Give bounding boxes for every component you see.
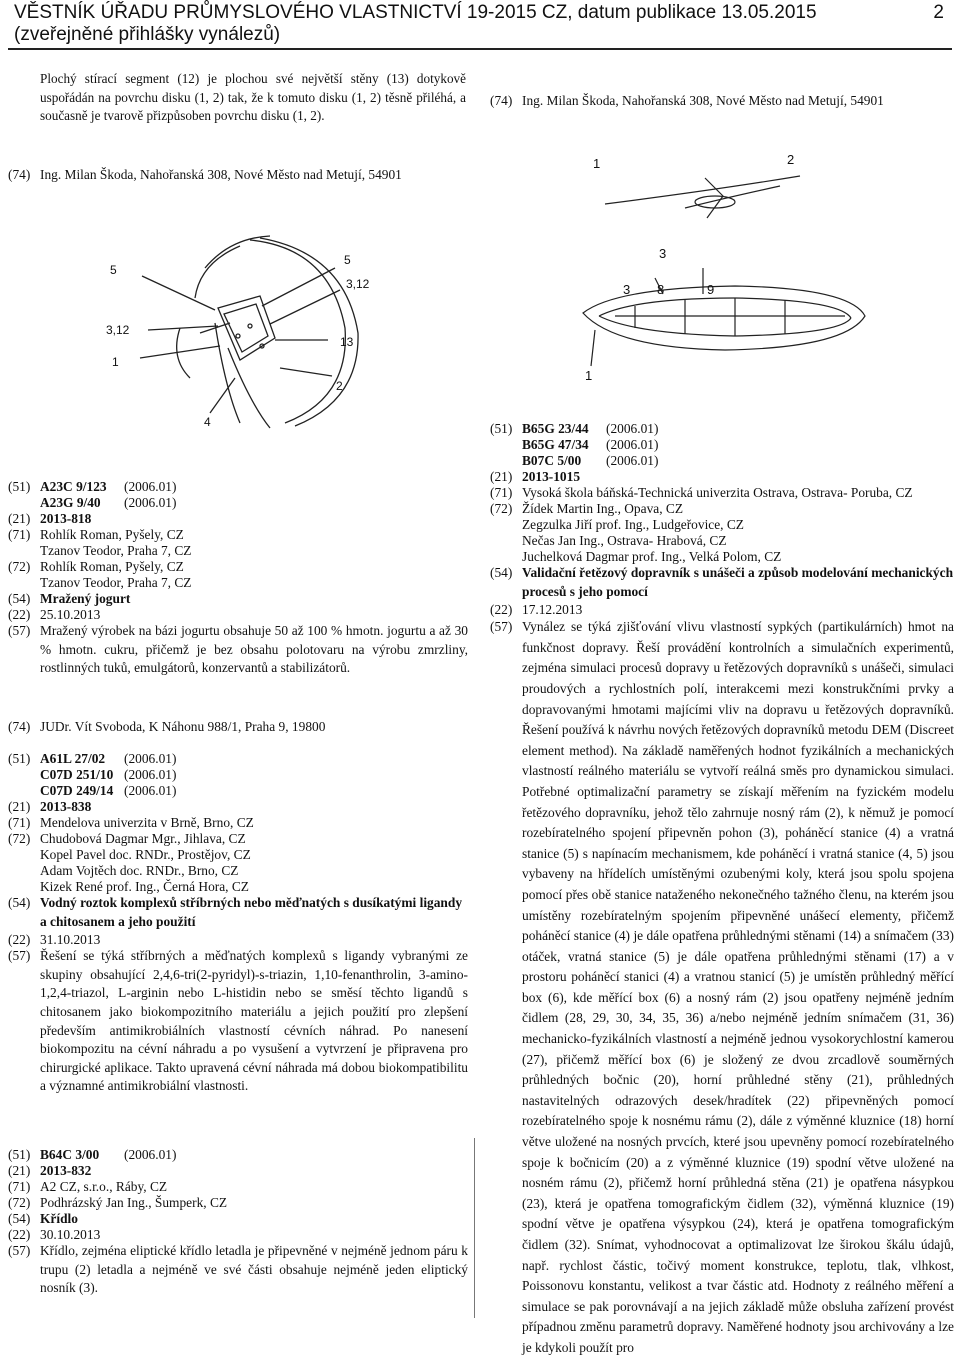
prev-agent-right: (74) Ing. Milan Škoda, Nahořanská 308, Nové Město nad Metují, 54901 <box>490 93 884 108</box>
entry-silver-copper-complexes: (51) A61L 27/02 (2006.01) C07D 251/10 (2006.01) C07D 249/14 (2006.01) (21) 2013-838 (71) Mendelova univerzita v Brně, Brno, CZ (72) Chudobová Dagmar Mgr., Jihlava, CZ Kopel Pavel doc. RNDr., Prostějov, CZ Adam Vojtěch doc. RNDr., Brno, CZ Kizek René prof. Ing., Černá Hora, CZ (54) Vodný roztok komplexů stříbrných nebo měďnatých s dusíkatými ligandy a chitosanem a jeho použití (22) 31.10.2013 (57) Řešení se týká stříbrných a měďnatých komplexů s ligandy vybranými ze skupiny obsahující 2,4,6-tri(2-pyridyl)-s-triazin, 1,10-fenanthrolin, 3-amino-1,2,4-triazol, L-arginin nebo L-histidin nebo se směsí těchto ligandů s chitosanem jako biokompozitního materiálu a jejich použití pro zlepšení především antimikrobiálních vlastností cévních náhrad. Po nanesení biokompozitu na cévní náhradu a po vysušení a vytvrzení je připravena pro chirurgické aplikace. Takto upravená cévní náhrada má dobou biokompatibilitu a významné antimikrobiální vlastnosti. <box>8 751 468 1094</box>
entry-chain-conveyor: (51) B65G 23/44 (2006.01) B65G 47/34 (2006.01) B07C 5/00 (2006.01) (21) 2013-1015 (71) Vysoká škola báňská-Technická univerzita Ostrava, Ostrava- Poruba, CZ (72) Žídek Martin Ing., Opava, CZ Zegzulka Jiří prof. Ing., Ludgeřovice, CZ Nečas Jan Ing., Ostrava- Hrabová, CZ Juchelková Dagmar prof. Ing., Velká Polom, CZ (54) Validační řetězový dopravník s unášeči a způsob modelování mechanických procesů s jeho pomocí (22) 17.12.2013 (57) Vynález se týká zjišťování vlivu vlastností sypkých (partikulárních) hmot na funkčnost dopravy. Řeší provádění kontrolních a simulačních experimentů, zejména simulaci procesů dopravy u řetězových dopravníků s unášeči, simulaci proudových a rychlostních polí, interakcemi mezi konstrukčními prvky a dopravovanými hmotami majícími vliv na dopravu u řetězových dopravníků. Řešení používá k návrhu nových řetězových dopravníků metodu DEM (Discreet element method). Na základě naměřených hodnot fyzikálních a mechanických vlastností reálného materiálu se vytvoří reálná směs pro dynamickou simulaci. Potřebné optimalizační parametry se získají měřením na fyzickém modelu řetězového dopravníku, jehož tělo zahrnuje nosný rám (2), k němuž je pomocí rozebíratelného spojení připevněn pohon (3), poháněcí stanice (4) a vratná stanice (5) s napínacím mechanismem, kde poháněcí i vratná stanice (4, 5) jsou vybaveny na hřídelích umístěnými ozubenými koly, která jsou spolu spojena pomocí přes obě stanice nataženého nekonečného tažného členu, na kterém jsou umístěny rozebíratelným spojením připevněné unášecí elementy, přičemž poháněcí stanice (4) je dále opatřena průhlednými stěnami (14) a snímačem (33) otáček, vratná stanice (5) je dále opatřena průhlednými stěnami (17) a v prostoru poháněcí stanici (4) a vratnou stanicí (5) je umístěn průhledný měřící box (6), kde měřící box (6) a nosný rám (2) jsou opatřeny nejméně jedním čidlem (28, 29, 30, 34, 35, 36) a/nebo nejméně jedním snímačem (31, 36) mechanicko-fyzikálních vlastností a nejméně jednou vysokorychlostní kamerou (27), přičemž měřící box (6) je složený ze dvou zrcadlově souměrných průhledných bočnic (20), horní průhledné stěny (21), průhledných nastavitelných odrazových desek/hradítek (22) připevněných pomocí rozebíratelného spoje k nosnému rámu (2), dále z výměnné kluznice (18) horní větve uložené na nosných prvcích, které jsou upevněny pomocí rozebíratelného spoje k bočnicím (20) a z výměnné kluznice (19) spodní větve uložené na nosném rámu (2), přičemž horní průhledná stěna (21) je opatřena násypkou (23), která je opatřena tomografickým čidlem (32), výměnná kluznice (19) spodní větve je opatřena výsypkou (24), která je opatřena tomografickým čidlem (32). Snímat, vyhodnocovat a optimalizovat lze širokou škálu údajů, např. rychlost částic, točivý moment konstrukce, teplotu, tlak, vlhkost, Poissonovu konstantu, velikost a tvar částic atd. Hodnoty z reálného měření a simulace se pak porovnávají a na jejich základě může obsluha zařízení provést případnou změnu parametrů dopravy. Naměřené hodnoty jsou archivovány a lze je kdykoli použít pro <box>490 421 954 1355</box>
elliptic-wing-drawing <box>575 148 880 383</box>
bulletin-header <box>14 2 944 46</box>
wing-label-9: 9 <box>707 282 715 297</box>
page-number: 2 <box>933 2 944 23</box>
wing-label-3: 3 <box>623 282 631 297</box>
disc-label-5-right: 5 <box>344 253 351 267</box>
wing-label-1-top: 1 <box>593 156 601 171</box>
wing-label-8: 8 <box>657 282 665 297</box>
disc-label-13: 13 <box>340 335 354 349</box>
column-divider <box>474 1138 475 1318</box>
disc-label-4: 4 <box>204 415 211 429</box>
disc-label-2: 2 <box>336 379 343 393</box>
prev-agent-left: (74) Ing. Milan Škoda, Nahořanská 308, Nové Město nad Metují, 54901 <box>8 167 402 182</box>
entry-frozen-yogurt: (51) A23C 9/123 (2006.01) A23G 9/40 (2006.01) (21) 2013-818 (71) Rohlík Roman, Pyšely, CZ Tzanov Teodor, Praha 7, CZ (72) Rohlík Roman, Pyšely, CZ Tzanov Teodor, Praha 7, CZ (54) Mražený jogurt (22) 25.10.2013 (57) Mražený výrobek na bázi jogurtu obsahuje 50 až 100 % hmotn. jogurtu a až 30 % hmotn. cukru, přičemž je bez obsahu polotovaru na výrobu zmrzliny, rostlinných tuků, emulgátorů, konzervantů a stabilizátorů. <box>8 479 468 676</box>
prev-abstract-tail: Plochý stírací segment (12) je plochou své největší stěny (13) dotykově uspořádán na povrchu disku (1, 2) tak, že k tomuto disku (1, 2) těsně přiléhá, a současně je tvarově přizpůsoben povrchu disku (1, 2). <box>40 71 466 124</box>
header-title: VĚSTNÍK ÚŘADU PRŮMYSLOVÉHO VLASTNICTVÍ 19-2015 CZ, datum publikace 13.05.2015 <box>14 2 817 23</box>
disc-label-312-left: 3,12 <box>106 323 130 337</box>
disc-label-5-left: 5 <box>110 263 117 277</box>
disc-wiper-drawing <box>100 228 400 433</box>
header-subtitle: (zveřejněné přihlášky vynálezů) <box>14 24 281 45</box>
wing-label-1-bottom: 1 <box>585 368 593 383</box>
wing-label-2: 2 <box>787 152 795 167</box>
header-rule <box>8 48 952 50</box>
entry-frozen-yogurt-agent: (74) JUDr. Vít Svoboda, K Náhonu 988/1, Praha 9, 19800 <box>8 719 326 734</box>
disc-label-1: 1 <box>112 355 119 369</box>
wing-label-3-top: 3 <box>659 246 667 261</box>
entry-elliptic-wing: (51) B64C 3/00 (2006.01) (21) 2013-832 (71) A2 CZ, s.r.o., Ráby, CZ (72) Podhrázský Jan Ing., Šumperk, CZ (54) Křídlo (22) 30.10.2013 (57) Křídlo, zejména eliptické křídlo letadla je připevněné v nejméně jednom páru k trupu (2) letadla a nejméně ve své části obsahuje nejméně jeden eliptický nosník (3). <box>8 1147 468 1296</box>
disc-label-312-right: 3,12 <box>346 277 370 291</box>
